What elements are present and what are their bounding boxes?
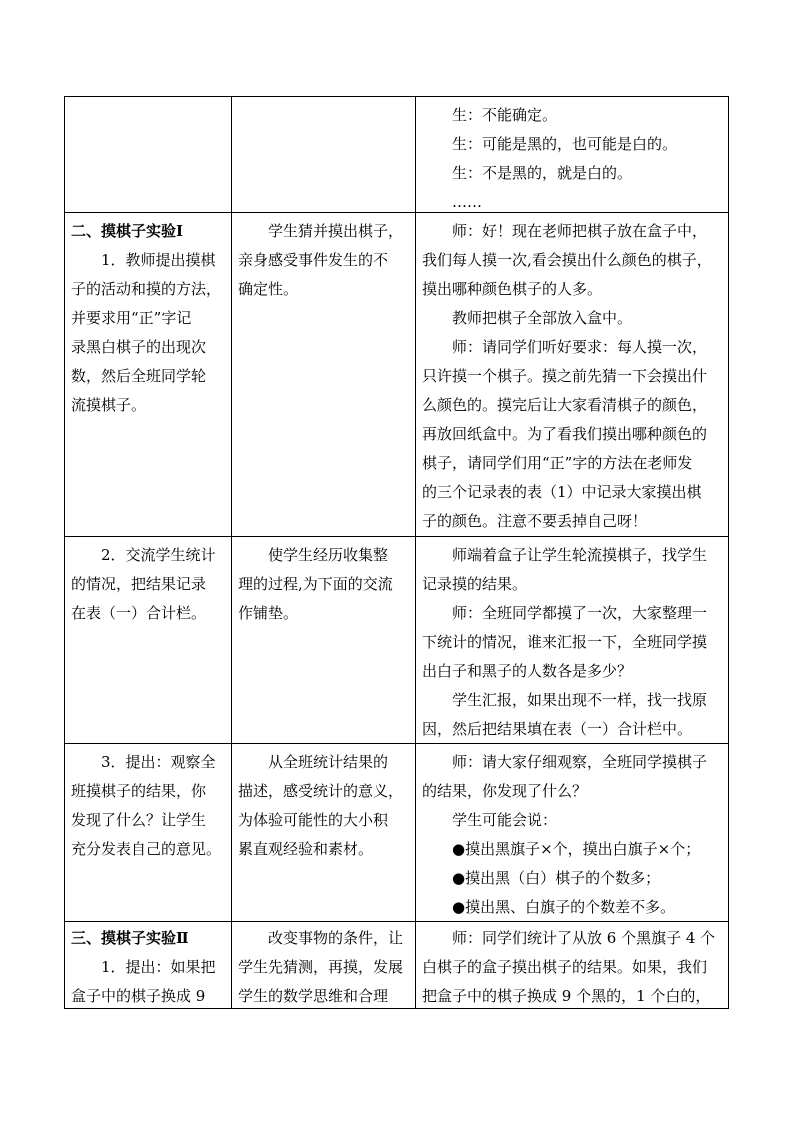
text-line: 发现了什么？让学生 xyxy=(71,811,207,829)
table-cell-activity xyxy=(416,97,728,212)
table-cell-activity xyxy=(416,922,728,1008)
text-line: 学生可能会说： xyxy=(452,811,558,829)
text-line: 学生先猜测，再摸，发展 xyxy=(238,958,404,976)
text-line: 学生汇报，如果出现不一样，找一找原 xyxy=(452,691,708,709)
text-line: 只许摸一个棋子。摸之前先猜一下会摸出什 xyxy=(422,367,708,385)
text-line: 学生的数学思维和合理 xyxy=(238,987,389,1005)
text-line: 师：同学们统计了从放 6 个黑旗子 4 个 xyxy=(452,929,716,947)
section-heading: 二、摸棋子实验Ⅰ xyxy=(71,222,184,240)
text-line: 摸出哪种颜色棋子的人多。 xyxy=(422,280,603,298)
text-line: 子的活动和摸的方法， xyxy=(71,280,222,298)
table-cell-activity xyxy=(416,537,728,743)
text-line: 么颜色的。摸完后让大家看清棋子的颜色， xyxy=(422,396,708,414)
bullet-item: ●摸出黑、白旗子的个数差不多。 xyxy=(452,898,676,916)
table-cell-intent xyxy=(232,537,416,743)
table-cell-intent xyxy=(232,744,416,921)
text-line: 下统计的情况，谁来汇报一下，全班同学摸 xyxy=(422,633,708,651)
text-line: 子的颜色。注意不要丢掉自己呀！ xyxy=(422,512,648,530)
table-row xyxy=(65,922,728,1008)
text-line: 改变事物的条件，让 xyxy=(268,929,404,947)
bullet-item: ●摸出黑（白）棋子的个数多； xyxy=(452,869,661,887)
text-line: 并要求用“正”字记 xyxy=(71,309,192,327)
table-cell-activity xyxy=(416,744,728,921)
table-cell-intent xyxy=(232,213,416,536)
table-cell-process xyxy=(65,213,232,536)
text-line: 理的过程,为下面的交流 xyxy=(238,575,393,593)
text-line: 把盒子中的棋子换成 9 个黑的，1 个白的， xyxy=(422,987,711,1005)
text-line: 数，然后全班同学轮 xyxy=(71,367,207,385)
section-heading: 三、摸棋子实验Ⅱ xyxy=(71,929,189,947)
text-line: 我们每人摸一次,看会摸出什么颜色的棋子， xyxy=(422,251,712,269)
text-line: 录黑白棋子的出现次 xyxy=(71,338,207,356)
table-cell-process xyxy=(65,744,232,921)
text-line: 确定性。 xyxy=(238,280,299,298)
text-line: 亲身感受事件发生的不 xyxy=(238,251,389,269)
table-cell-process xyxy=(65,537,232,743)
text-line: 师：请同学们听好要求：每人摸一次， xyxy=(452,338,708,356)
lesson-plan-table xyxy=(64,96,729,1009)
text-line: 3．提出：观察全 xyxy=(101,753,216,771)
text-line: 1．教师提出摸棋 xyxy=(101,251,216,269)
text-line: 生：不能确定。 xyxy=(452,106,558,124)
text-line: 再放回纸盒中。为了看我们摸出哪种颜色的 xyxy=(422,425,708,443)
table-row xyxy=(65,537,728,744)
text-line: 的三个记录表的表（1）中记录大家摸出棋 xyxy=(422,483,702,501)
table-row xyxy=(65,213,728,537)
text-line: 的情况，把结果记录 xyxy=(71,575,207,593)
text-line: 白棋子的盒子摸出棋子的结果。如果，我们 xyxy=(422,958,708,976)
text-line: 1．提出：如果把 xyxy=(101,958,216,976)
text-line: 充分发表自己的意见。 xyxy=(71,840,222,858)
text-line: 描述，感受统计的意义， xyxy=(238,782,404,800)
text-line: 在表（一）合计栏。 xyxy=(71,604,207,622)
table-cell-intent xyxy=(232,922,416,1008)
table-row xyxy=(65,744,728,922)
text-line: 生：不是黑的，就是白的。 xyxy=(452,164,633,182)
text-line: 因，然后把结果填在表（一）合计栏中。 xyxy=(422,720,693,738)
text-line: 流摸棋子。 xyxy=(71,396,147,414)
text-line: 为体验可能性的大小积 xyxy=(238,811,389,829)
text-line: 2．交流学生统计 xyxy=(101,546,216,564)
table-row xyxy=(65,97,728,213)
table-cell-process xyxy=(65,922,232,1008)
text-line: 盒子中的棋子换成 9 xyxy=(71,987,206,1005)
text-line: 从全班统计结果的 xyxy=(268,753,389,771)
text-line: 教师把棋子全部放入盒中。 xyxy=(452,309,633,327)
text-line: 师：好！现在老师把棋子放在盒子中， xyxy=(452,222,708,240)
text-line: 棋子，请同学们用“正”字的方法在老师发 xyxy=(422,454,693,472)
table-cell-process xyxy=(65,97,232,212)
text-line: 学生猜并摸出棋子， xyxy=(268,222,404,240)
table-cell-intent xyxy=(232,97,416,212)
text-line: 班摸棋子的结果，你 xyxy=(71,782,207,800)
table-cell-activity xyxy=(416,213,728,536)
text-line: 使学生经历收集整 xyxy=(268,546,389,564)
text-line: 记录摸的结果。 xyxy=(422,575,528,593)
text-line: 生：可能是黑的，也可能是白的。 xyxy=(452,135,678,153)
text-line: 师：全班同学都摸了一次，大家整理一 xyxy=(452,604,708,622)
text-line: 累直观经验和素材。 xyxy=(238,840,374,858)
text-line: 师：请大家仔细观察，全班同学摸棋子 xyxy=(452,753,708,771)
text-line: …… xyxy=(452,193,482,211)
bullet-item: ●摸出黑旗子×个，摸出白旗子×个； xyxy=(452,840,701,858)
text-line: 师端着盒子让学生轮流摸棋子，找学生 xyxy=(452,546,708,564)
text-line: 的结果，你发现了什么？ xyxy=(422,782,588,800)
text-line: 作铺垫。 xyxy=(238,604,299,622)
text-line: 出白子和黑子的人数各是多少？ xyxy=(422,662,633,680)
